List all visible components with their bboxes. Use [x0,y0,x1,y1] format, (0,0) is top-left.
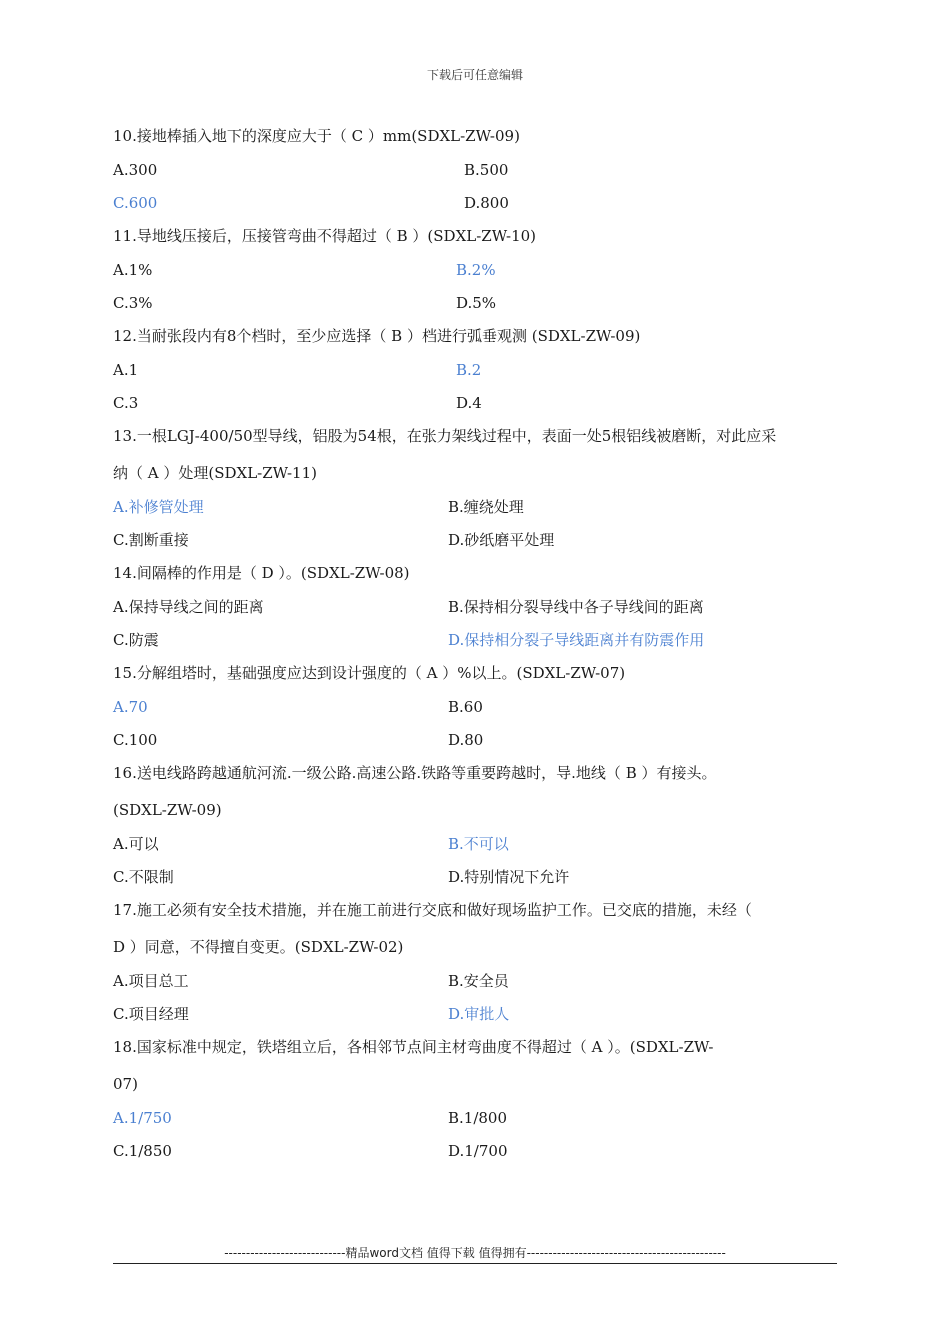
question-11: 11.导地线压接后，压接管弯曲不得超过（ B ）(SDXL-ZW-10) [113,227,537,245]
q16-option-b: B.不可以 [448,835,509,853]
q15-option-b: B.60 [448,698,483,716]
q17-option-a: A.项目总工 [113,972,189,990]
question-13-line-2: 纳（ A ）处理(SDXL-ZW-11) [113,464,317,482]
question-15: 15.分解组塔时，基础强度应达到设计强度的（ A ）%以上。(SDXL-ZW-07) [113,664,626,682]
q12-option-b: B.2 [456,361,482,379]
q11-option-b: B.2% [456,261,496,279]
question-13-line-1: 13.一根LGJ-400/50型导线，铝股为54根，在张力架线过程中，表面一处5根铝线被磨断，对此应采 [113,427,777,445]
q17-option-c: C.项目经理 [113,1005,189,1023]
page-footer: ----------------------------精品word文档 值得下载 值得拥有---------------------------------------------- [224,1246,726,1260]
q14-option-a: A.保持导线之间的距离 [113,598,264,616]
q16-option-c: C.不限制 [113,868,174,886]
question-17-line-1: 17.施工必须有安全技术措施，并在施工前进行交底和做好现场监护工作。已交底的措施，未经（ [113,901,752,919]
footer-divider [113,1263,837,1264]
q13-option-d: D.砂纸磨平处理 [448,531,555,549]
question-10: 10.接地棒插入地下的深度应大于（ C ）mm(SDXL-ZW-09) [113,127,520,145]
q12-option-d: D.4 [456,394,482,412]
q10-option-b: B.500 [464,161,509,179]
q17-option-b: B.安全员 [448,972,509,990]
question-12: 12.当耐张段内有8个档时，至少应选择（ B ）档进行弧垂观测 (SDXL-ZW-09) [113,327,641,345]
q15-option-c: C.100 [113,731,158,749]
q11-option-a: A.1% [113,261,153,279]
q16-option-a: A.可以 [113,835,159,853]
q10-option-c: C.600 [113,194,158,212]
page-header: 下载后可任意编辑 [426,68,523,82]
q18-option-d: D.1/700 [448,1142,508,1160]
question-16-line-1: 16.送电线路跨越通航河流.一级公路.高速公路.铁路等重要跨越时，导.地线（ B ）有接头。 [113,764,717,782]
question-16-line-2: (SDXL-ZW-09) [113,801,222,819]
question-18-line-1: 18.国家标准中规定，铁塔组立后，各相邻节点间主材弯曲度不得超过（ A ）。(SDXL-ZW- [113,1038,714,1056]
q14-option-b: B.保持相分裂导线中各子导线间的距离 [448,598,704,616]
question-17-line-2: D ）同意，不得擅自变更。(SDXL-ZW-02) [113,938,404,956]
q18-option-c: C.1/850 [113,1142,172,1160]
q13-option-a: A.补修管处理 [113,498,204,516]
q10-option-d: D.800 [464,194,509,212]
q11-option-d: D.5% [456,294,497,312]
q14-option-d: D.保持相分裂子导线距离并有防震作用 [448,631,705,649]
q18-option-b: B.1/800 [448,1109,508,1127]
q15-option-a: A.70 [113,698,148,716]
q17-option-d: D.审批人 [448,1005,510,1023]
q11-option-c: C.3% [113,294,153,312]
q13-option-c: C.割断重接 [113,531,189,549]
q10-option-a: A.300 [113,161,158,179]
q13-option-b: B.缠绕处理 [448,498,524,516]
q16-option-d: D.特别情况下允许 [448,868,570,886]
question-18-line-2: 07) [113,1075,138,1093]
question-14: 14.间隔棒的作用是（ D ）。(SDXL-ZW-08) [113,564,410,582]
q12-option-c: C.3 [113,394,139,412]
q18-option-a: A.1/750 [113,1109,172,1127]
q14-option-c: C.防震 [113,631,159,649]
q12-option-a: A.1 [113,361,139,379]
q15-option-d: D.80 [448,731,484,749]
